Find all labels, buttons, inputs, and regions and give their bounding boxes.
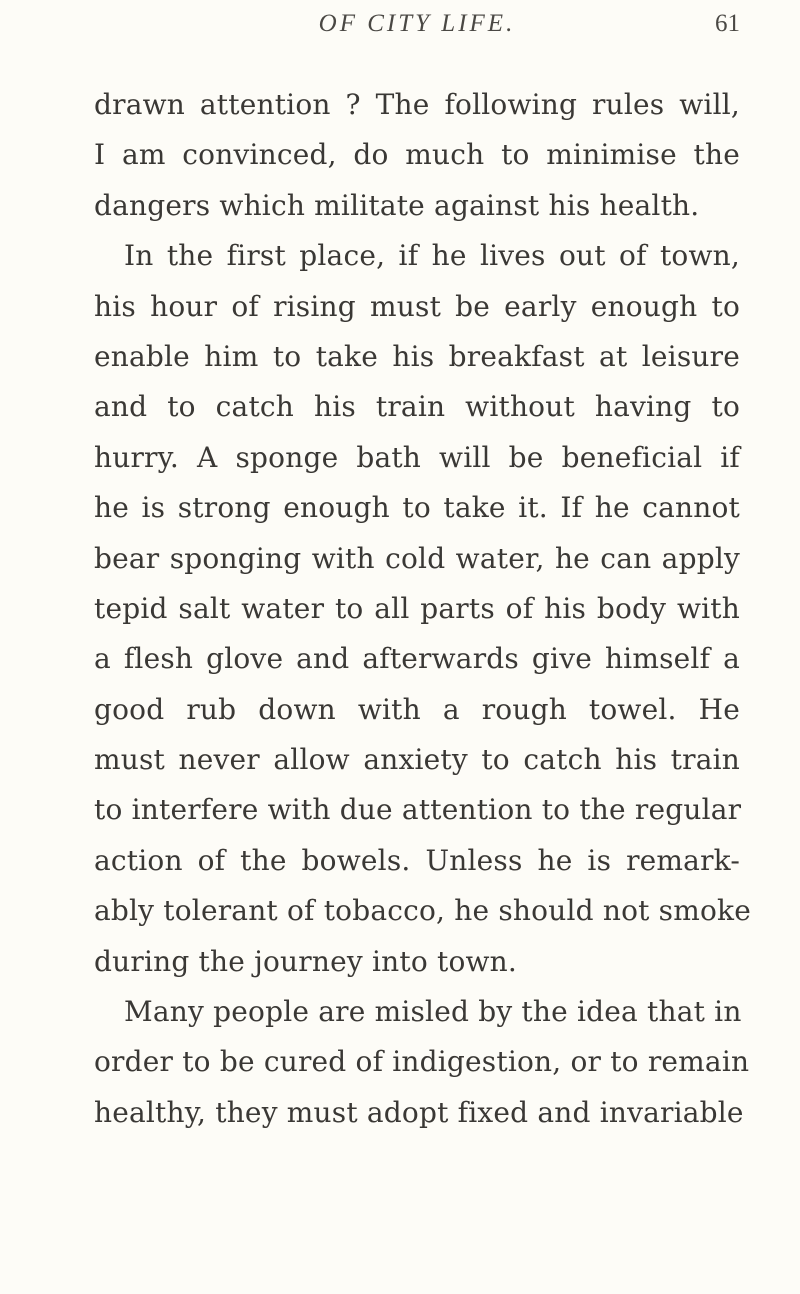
text-line: bear sponging with cold water, he can apply — [94, 541, 740, 575]
paragraph-1 — [94, 80, 740, 231]
text-line: his hour of rising must be early enough to — [94, 289, 740, 323]
text-line: and to catch his train without having to — [94, 390, 740, 424]
text-line: drawn attention ? The following rules will, — [94, 88, 740, 121]
text-line: must never allow anxiety to catch his train — [94, 743, 740, 777]
text-line: to interfere with due attention to the regular — [94, 793, 742, 827]
text-line: healthy, they must adopt fixed and invariable — [94, 1095, 744, 1129]
text-line: ably tolerant of tobacco, he should not smoke — [94, 894, 751, 928]
page-number: 61 — [715, 10, 740, 37]
text-line: dangers which militate against his health. — [94, 188, 700, 222]
text-line: action of the bowels. Unless he is remark- — [94, 843, 740, 877]
text-line: good rub down with a rough towel. He — [94, 692, 740, 726]
running-title: OF CITY LIFE. — [318, 10, 516, 37]
text-line: order to be cured of indigestion, or to remain — [94, 1045, 750, 1079]
text-line: hurry. A sponge bath will be beneficial if — [94, 440, 740, 474]
text-line: In the first place, if he lives out of town, — [124, 239, 740, 273]
text-line: enable him to take his breakfast at leisure — [94, 339, 740, 373]
text-line: he is strong enough to take it. If he cannot — [94, 491, 740, 525]
paragraph-3 — [94, 987, 750, 1138]
text-line: a flesh glove and afterwards give himself a — [94, 642, 740, 676]
text-line: tepid salt water to all parts of his body with — [94, 591, 740, 625]
paragraph-2 — [94, 231, 751, 987]
text-line: I am convinced, do much to minimise the — [94, 138, 740, 172]
running-head — [94, 6, 740, 42]
body-text — [94, 80, 751, 1138]
text-line: Many people are misled by the idea that in — [124, 995, 742, 1029]
text-line: during the journey into town. — [94, 944, 517, 978]
